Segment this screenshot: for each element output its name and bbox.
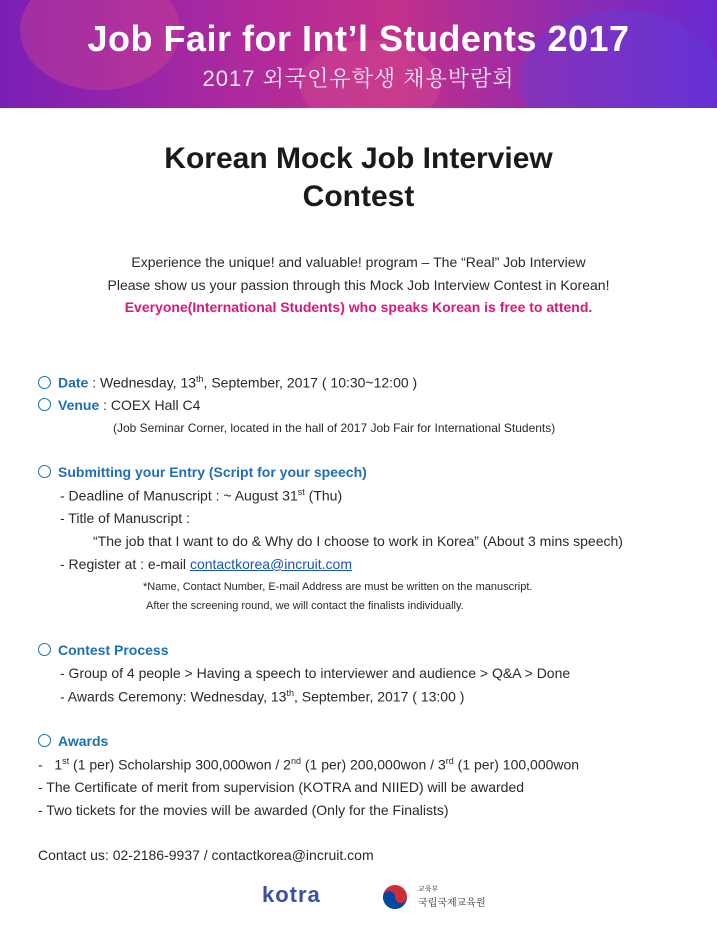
ceremony-sup: th [286, 688, 294, 698]
kotra-logo: kotra [262, 882, 321, 907]
register-label: - Register at : e-mail [60, 556, 190, 572]
niied-name-text: 국립국제교육원 [418, 898, 486, 909]
page-title-line1: Korean Mock Job Interview [164, 142, 553, 175]
submit-heading: Submitting your Entry (Script for your speech) [58, 464, 367, 480]
bullet-circle-icon [38, 376, 51, 389]
date-row [38, 374, 417, 391]
process-heading-row [38, 642, 168, 658]
date-sup: th [196, 374, 204, 384]
intro-highlight: Everyone(International Students) who speaks Korean is free to attend. [124, 299, 593, 315]
manuscript-title-label: - Title of Manuscript : [60, 510, 190, 526]
awards-heading-row [38, 733, 108, 749]
ceremony-text-rest: , September, 2017 ( 13:00 ) [293, 688, 465, 705]
venue-value: : COEX Hall C4 [103, 397, 201, 413]
venue-note: (Job Seminar Corner, located in the hall of 2017 Job Fair for International Students) [113, 421, 556, 435]
deadline-row [60, 487, 342, 504]
niied-logo [380, 882, 490, 912]
manuscript-title-value: “The job that I want to do & Why do I choose to work in Korea” (About 3 mins speech) [93, 533, 623, 549]
deadline-text: - Deadline of Manuscript : ~ August 31 [60, 487, 298, 504]
deadline-text-rest: (Thu) [304, 487, 343, 504]
process-heading: Contest Process [58, 642, 169, 658]
banner-subtitle: 2017 외국인유학생 채용박람회 [202, 66, 515, 91]
page-title [0, 140, 717, 216]
venue-row [38, 397, 200, 413]
register-row [60, 556, 352, 572]
taegeuk-icon [380, 882, 412, 912]
header-banner [0, 0, 717, 108]
venue-label: Venue [58, 397, 100, 413]
award-dash: - [38, 756, 43, 773]
process-item: - Group of 4 people > Having a speech to interviewer and audience > Q&A > Done [60, 665, 571, 681]
date-value: : Wednesday, 13 [92, 374, 197, 391]
award-item [38, 756, 579, 773]
page-title-line2: Contest [302, 180, 415, 213]
date-value-rest: , September, 2017 ( 10:30~12:00 ) [203, 374, 418, 391]
date-label: Date [58, 374, 89, 391]
submit-note: After the screening round, we will contact the finalists individually. [146, 600, 464, 612]
award-text: (1 per) 100,000won [453, 756, 580, 773]
awards-heading: Awards [58, 733, 109, 749]
contact-info: Contact us: 02-2186-9937 / contactkorea@incruit.com [38, 847, 374, 863]
banner-title: Job Fair for Int’l Students 2017 [87, 18, 630, 59]
award-item: - The Certificate of merit from supervision (KOTRA and NIIED) will be awarded [38, 779, 525, 795]
award-text: (1 per) Scholarship 300,000won / 2 [69, 756, 291, 773]
award-sup: st [62, 756, 70, 766]
award-sup: rd [445, 756, 454, 766]
intro-line: Experience the unique! and valuable! program – The “Real” Job Interview [131, 254, 586, 270]
niied-ministry-text: 교육부 [418, 886, 439, 893]
award-item: - Two tickets for the movies will be awarded (Only for the Finalists) [38, 802, 449, 818]
ceremony-text: - Awards Ceremony: Wednesday, 13 [60, 688, 287, 705]
bullet-circle-icon [38, 465, 51, 478]
submit-heading-row [38, 464, 367, 480]
process-item [60, 688, 464, 705]
register-email-link[interactable]: contactkorea@incruit.com [189, 556, 352, 572]
award-sup: nd [290, 756, 301, 766]
submit-note: *Name, Contact Number, E-mail Address are must be written on the manuscript. [143, 581, 533, 593]
award-text: (1 per) 200,000won / 3 [300, 756, 446, 773]
bullet-circle-icon [38, 643, 51, 656]
deadline-sup: st [297, 487, 305, 497]
bullet-circle-icon [38, 734, 51, 747]
intro-line: Please show us your passion through this Mock Job Interview Contest in Korean! [107, 277, 610, 293]
award-text: 1 [54, 756, 63, 773]
bullet-circle-icon [38, 398, 51, 411]
